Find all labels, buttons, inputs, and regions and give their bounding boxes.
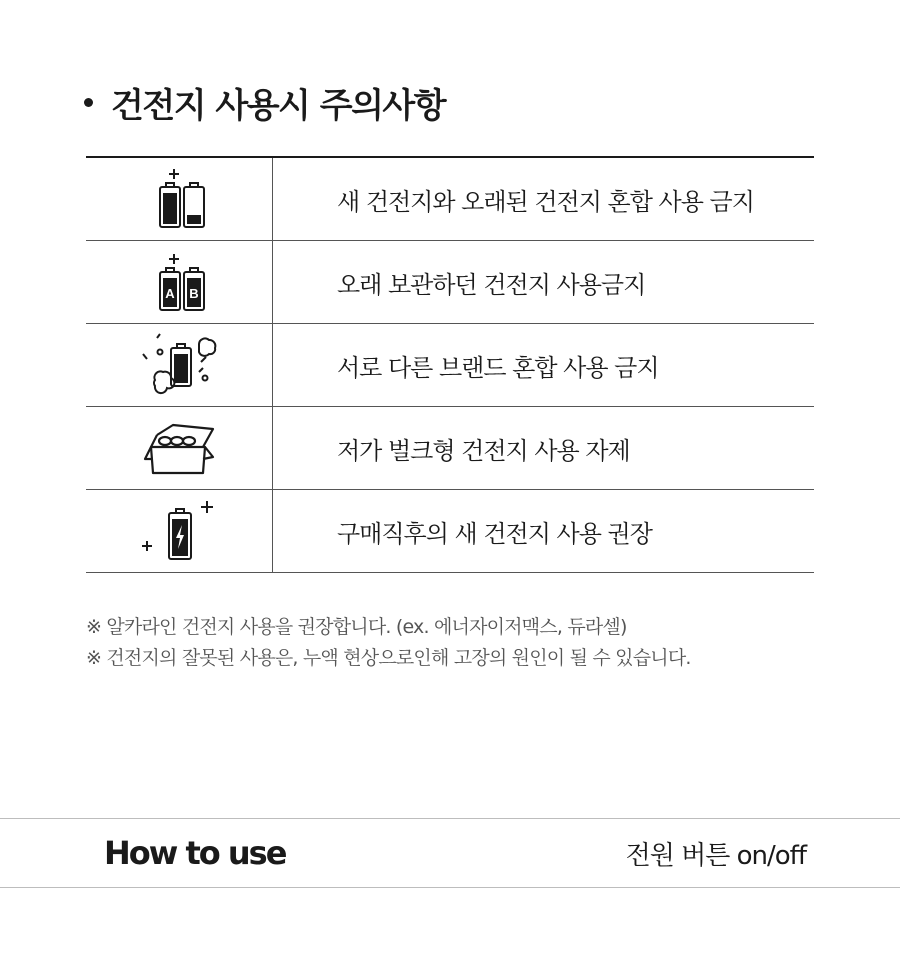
- bulk-box-icon: [141, 417, 217, 479]
- icon-cell: [86, 158, 273, 240]
- ab-battery-icon: [144, 250, 214, 314]
- bullet-icon: [84, 98, 93, 107]
- table-row: [86, 324, 814, 407]
- label-a: A: [165, 286, 175, 301]
- section-title: 건전지 사용시 주의사항: [111, 86, 446, 126]
- row-text: 새 건전지와 오래된 건전지 혼합 사용 금지: [337, 187, 754, 216]
- notes: [86, 612, 691, 674]
- row-text: 구매직후의 새 건전지 사용 권장: [337, 519, 652, 548]
- how-to-use-title: How to use: [104, 834, 286, 872]
- icon-cell: [86, 324, 273, 406]
- row-text: 서로 다른 브랜드 혼합 사용 금지: [337, 353, 659, 382]
- table-row: [86, 241, 814, 324]
- table-row: [86, 158, 814, 241]
- row-text: 저가 벌크형 건전지 사용 자제: [337, 436, 630, 465]
- note-line: ※ 건전지의 잘못된 사용은, 누액 현상으로인해 고장의 원인이 될 수 있습니다.: [86, 647, 691, 669]
- label-b: B: [189, 286, 199, 301]
- caution-table: [86, 156, 814, 573]
- section-header: [84, 78, 445, 127]
- row-text: 오래 보관하던 건전지 사용금지: [337, 270, 646, 299]
- table-row: [86, 490, 814, 573]
- power-button-label: 전원 버튼 on/off: [625, 840, 806, 871]
- fresh-battery-icon: [139, 499, 219, 563]
- icon-cell: [86, 407, 273, 489]
- icon-cell: [86, 241, 273, 323]
- new-old-battery-icon: [144, 167, 214, 231]
- how-to-use-bar: [0, 818, 900, 888]
- mixed-brand-battery-icon: [139, 332, 219, 398]
- icon-cell: [86, 490, 273, 572]
- table-row: [86, 407, 814, 490]
- note-line: ※ 알카라인 건전지 사용을 권장합니다. (ex. 에너자이저맥스, 듀라셀): [86, 616, 627, 638]
